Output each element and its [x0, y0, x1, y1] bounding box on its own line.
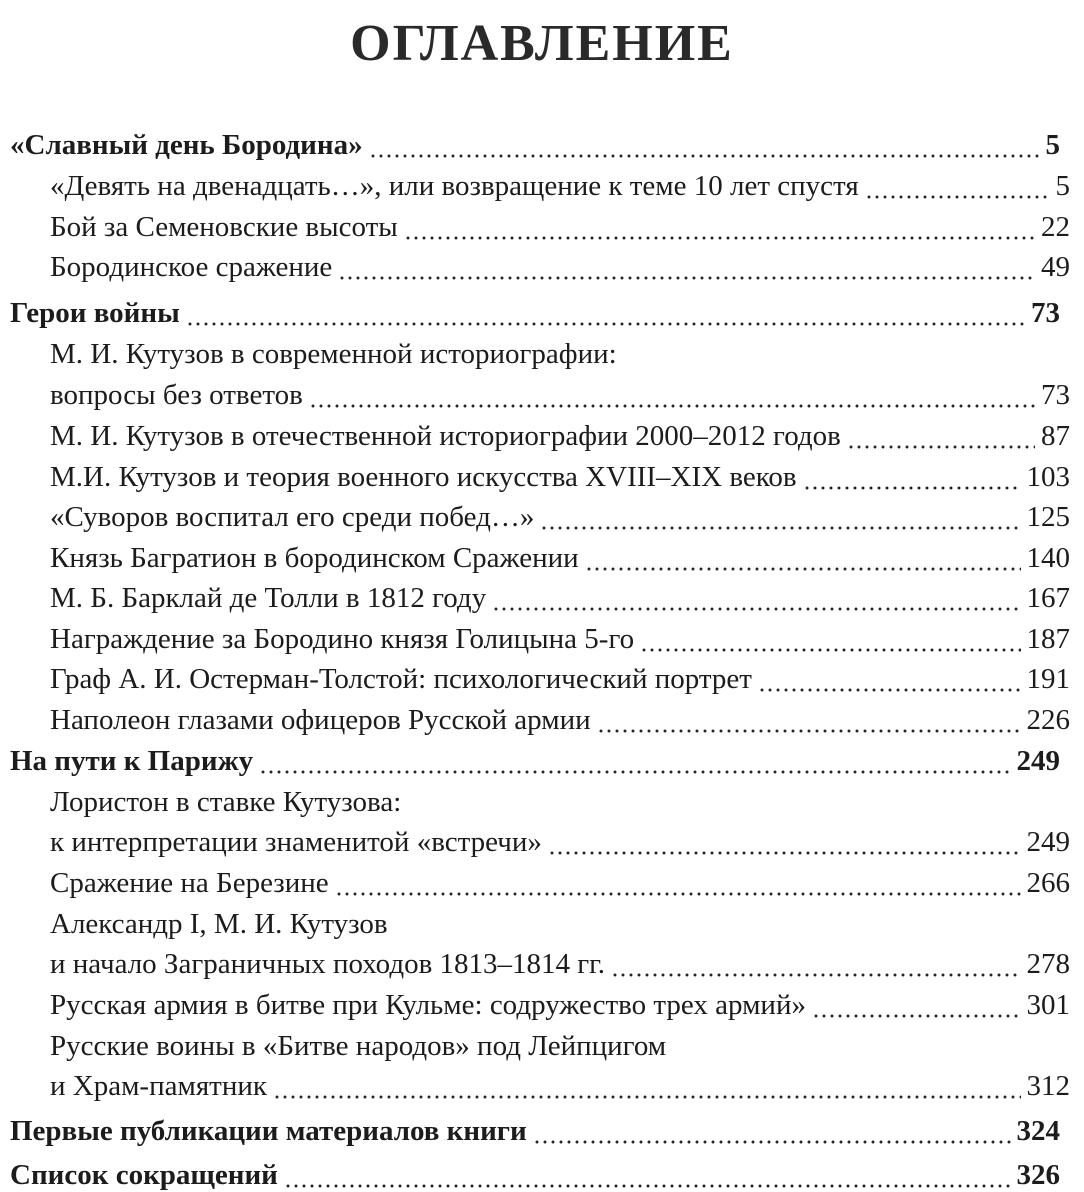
- page-number: 49: [1041, 251, 1070, 283]
- toc-entry: [50, 169, 1070, 203]
- page-number: 187: [1026, 623, 1070, 655]
- toc-section-entry: [10, 128, 1060, 162]
- page-number: 249: [1026, 826, 1070, 858]
- toc-entry: [50, 378, 1070, 412]
- entry-title: Князь Багратион в бородинском Сражении: [50, 542, 579, 574]
- entry-title: к интерпретации знаменитой «встречи»: [50, 826, 542, 858]
- entry-title: М.И. Кутузов и теория военного искусства XVIII–XIX веков: [50, 461, 797, 493]
- toc-entry: [50, 581, 1070, 615]
- entry-title: и начало Заграничных походов 1813–1814 гг.: [50, 948, 606, 980]
- entry-title: Награждение за Бородино князя Голицына 5-го: [50, 623, 635, 655]
- entry-title: Бородинское сражение: [50, 251, 333, 283]
- page-number: 87: [1041, 420, 1070, 452]
- dot-leader: [369, 128, 1040, 162]
- page-number: 278: [1026, 948, 1070, 980]
- entry-title: Александр I, М. И. Кутузов: [50, 908, 388, 940]
- entry-title: Сражение на Березине: [50, 867, 329, 899]
- dot-leader: [259, 744, 1010, 778]
- dot-leader: [404, 210, 1035, 244]
- toc-entry: [50, 947, 1070, 981]
- entry-title: Наполеон глазами офицеров Русской армии: [50, 704, 591, 736]
- toc-entry: [50, 210, 1070, 244]
- page-number: 103: [1026, 461, 1070, 493]
- page-number: 312: [1026, 1070, 1070, 1102]
- entry-title: М. И. Кутузов в отечественной историографии 2000–2012 годов: [50, 420, 841, 452]
- page-number: 73: [1041, 379, 1070, 411]
- toc-entry: [50, 250, 1070, 284]
- dot-leader: [533, 1114, 1011, 1148]
- page-title: ОГЛАВЛЕНИЕ: [350, 15, 734, 72]
- entry-title: «Девять на двенадцать…», или возвращение к теме 10 лет спустя: [50, 170, 859, 202]
- dot-leader: [338, 250, 1035, 284]
- dot-leader: [273, 1069, 1021, 1103]
- dot-leader: [611, 947, 1020, 981]
- dot-leader: [335, 866, 1021, 900]
- toc-section-entry: [10, 1158, 1060, 1192]
- dot-leader: [548, 825, 1021, 859]
- page-number: 191: [1026, 663, 1070, 695]
- entry-title: Герои войны: [10, 297, 180, 329]
- dot-leader: [803, 460, 1021, 494]
- toc-entry: [50, 419, 1070, 453]
- entry-title: Бой за Семеновские высоты: [50, 211, 398, 243]
- dot-leader: [865, 169, 1050, 203]
- entry-title: и Храм-памятник: [50, 1070, 267, 1102]
- dot-leader: [186, 296, 1025, 330]
- dot-leader: [812, 988, 1021, 1022]
- page-number: 326: [1016, 1159, 1060, 1191]
- toc-entry: [50, 703, 1070, 737]
- entry-title: «Славный день Бородина»: [10, 129, 363, 161]
- toc-entry: [50, 785, 1070, 819]
- dot-leader: [309, 378, 1035, 412]
- dot-leader: [847, 419, 1035, 453]
- page-number: 5: [1045, 129, 1060, 161]
- entry-title: На пути к Парижу: [10, 745, 254, 777]
- toc-section-entry: [10, 1114, 1060, 1148]
- toc-entry: [50, 337, 1070, 371]
- entry-title: Граф А. И. Остерман-Толстой: психологический портрет: [50, 663, 752, 695]
- toc-entry: [50, 662, 1070, 696]
- entry-title: М. И. Кутузов в современной историографии:: [50, 338, 617, 370]
- dot-leader: [597, 703, 1021, 737]
- dot-leader: [640, 622, 1020, 656]
- dot-leader: [585, 541, 1021, 575]
- page-number: 226: [1026, 704, 1070, 736]
- dot-leader: [284, 1158, 1011, 1192]
- page-number: 266: [1026, 867, 1070, 899]
- page-number: 5: [1055, 170, 1070, 202]
- toc-entry: [50, 541, 1070, 575]
- toc-entry: [50, 1069, 1070, 1103]
- page-number: 301: [1026, 989, 1070, 1021]
- dot-leader: [492, 581, 1020, 615]
- toc-entry: [50, 500, 1070, 534]
- entry-title: вопросы без ответов: [50, 379, 303, 411]
- page-number: 22: [1041, 211, 1070, 243]
- toc-entry: [50, 907, 1070, 941]
- page-number: 324: [1016, 1115, 1060, 1147]
- toc-entry: [50, 988, 1070, 1022]
- entry-title: М. Б. Барклай де Толли в 1812 году: [50, 582, 487, 614]
- page-number: 249: [1016, 745, 1060, 777]
- dot-leader: [540, 500, 1020, 534]
- dot-leader: [758, 662, 1021, 696]
- toc-entry: [50, 460, 1070, 494]
- toc-section-entry: [10, 744, 1060, 778]
- page-number: 140: [1026, 542, 1070, 574]
- page-number: 73: [1031, 297, 1060, 329]
- page-number: 125: [1026, 501, 1070, 533]
- entry-title: «Суворов воспитал его среди побед…»: [50, 501, 535, 533]
- entry-title: Лористон в ставке Кутузова:: [50, 786, 402, 818]
- entry-title: Первые публикации материалов книги: [10, 1115, 527, 1147]
- page-number: 167: [1026, 582, 1070, 614]
- toc-entry: [50, 825, 1070, 859]
- entry-title: Список сокращений: [10, 1159, 278, 1191]
- toc-section-entry: [10, 296, 1060, 330]
- entry-title: Русские воины в «Битве народов» под Лейпцигом: [50, 1030, 667, 1062]
- toc-entry: [50, 622, 1070, 656]
- toc-entry: [50, 866, 1070, 900]
- toc-entry: [50, 1029, 1070, 1063]
- entry-title: Русская армия в битве при Кульме: содружество трех армий»: [50, 989, 806, 1021]
